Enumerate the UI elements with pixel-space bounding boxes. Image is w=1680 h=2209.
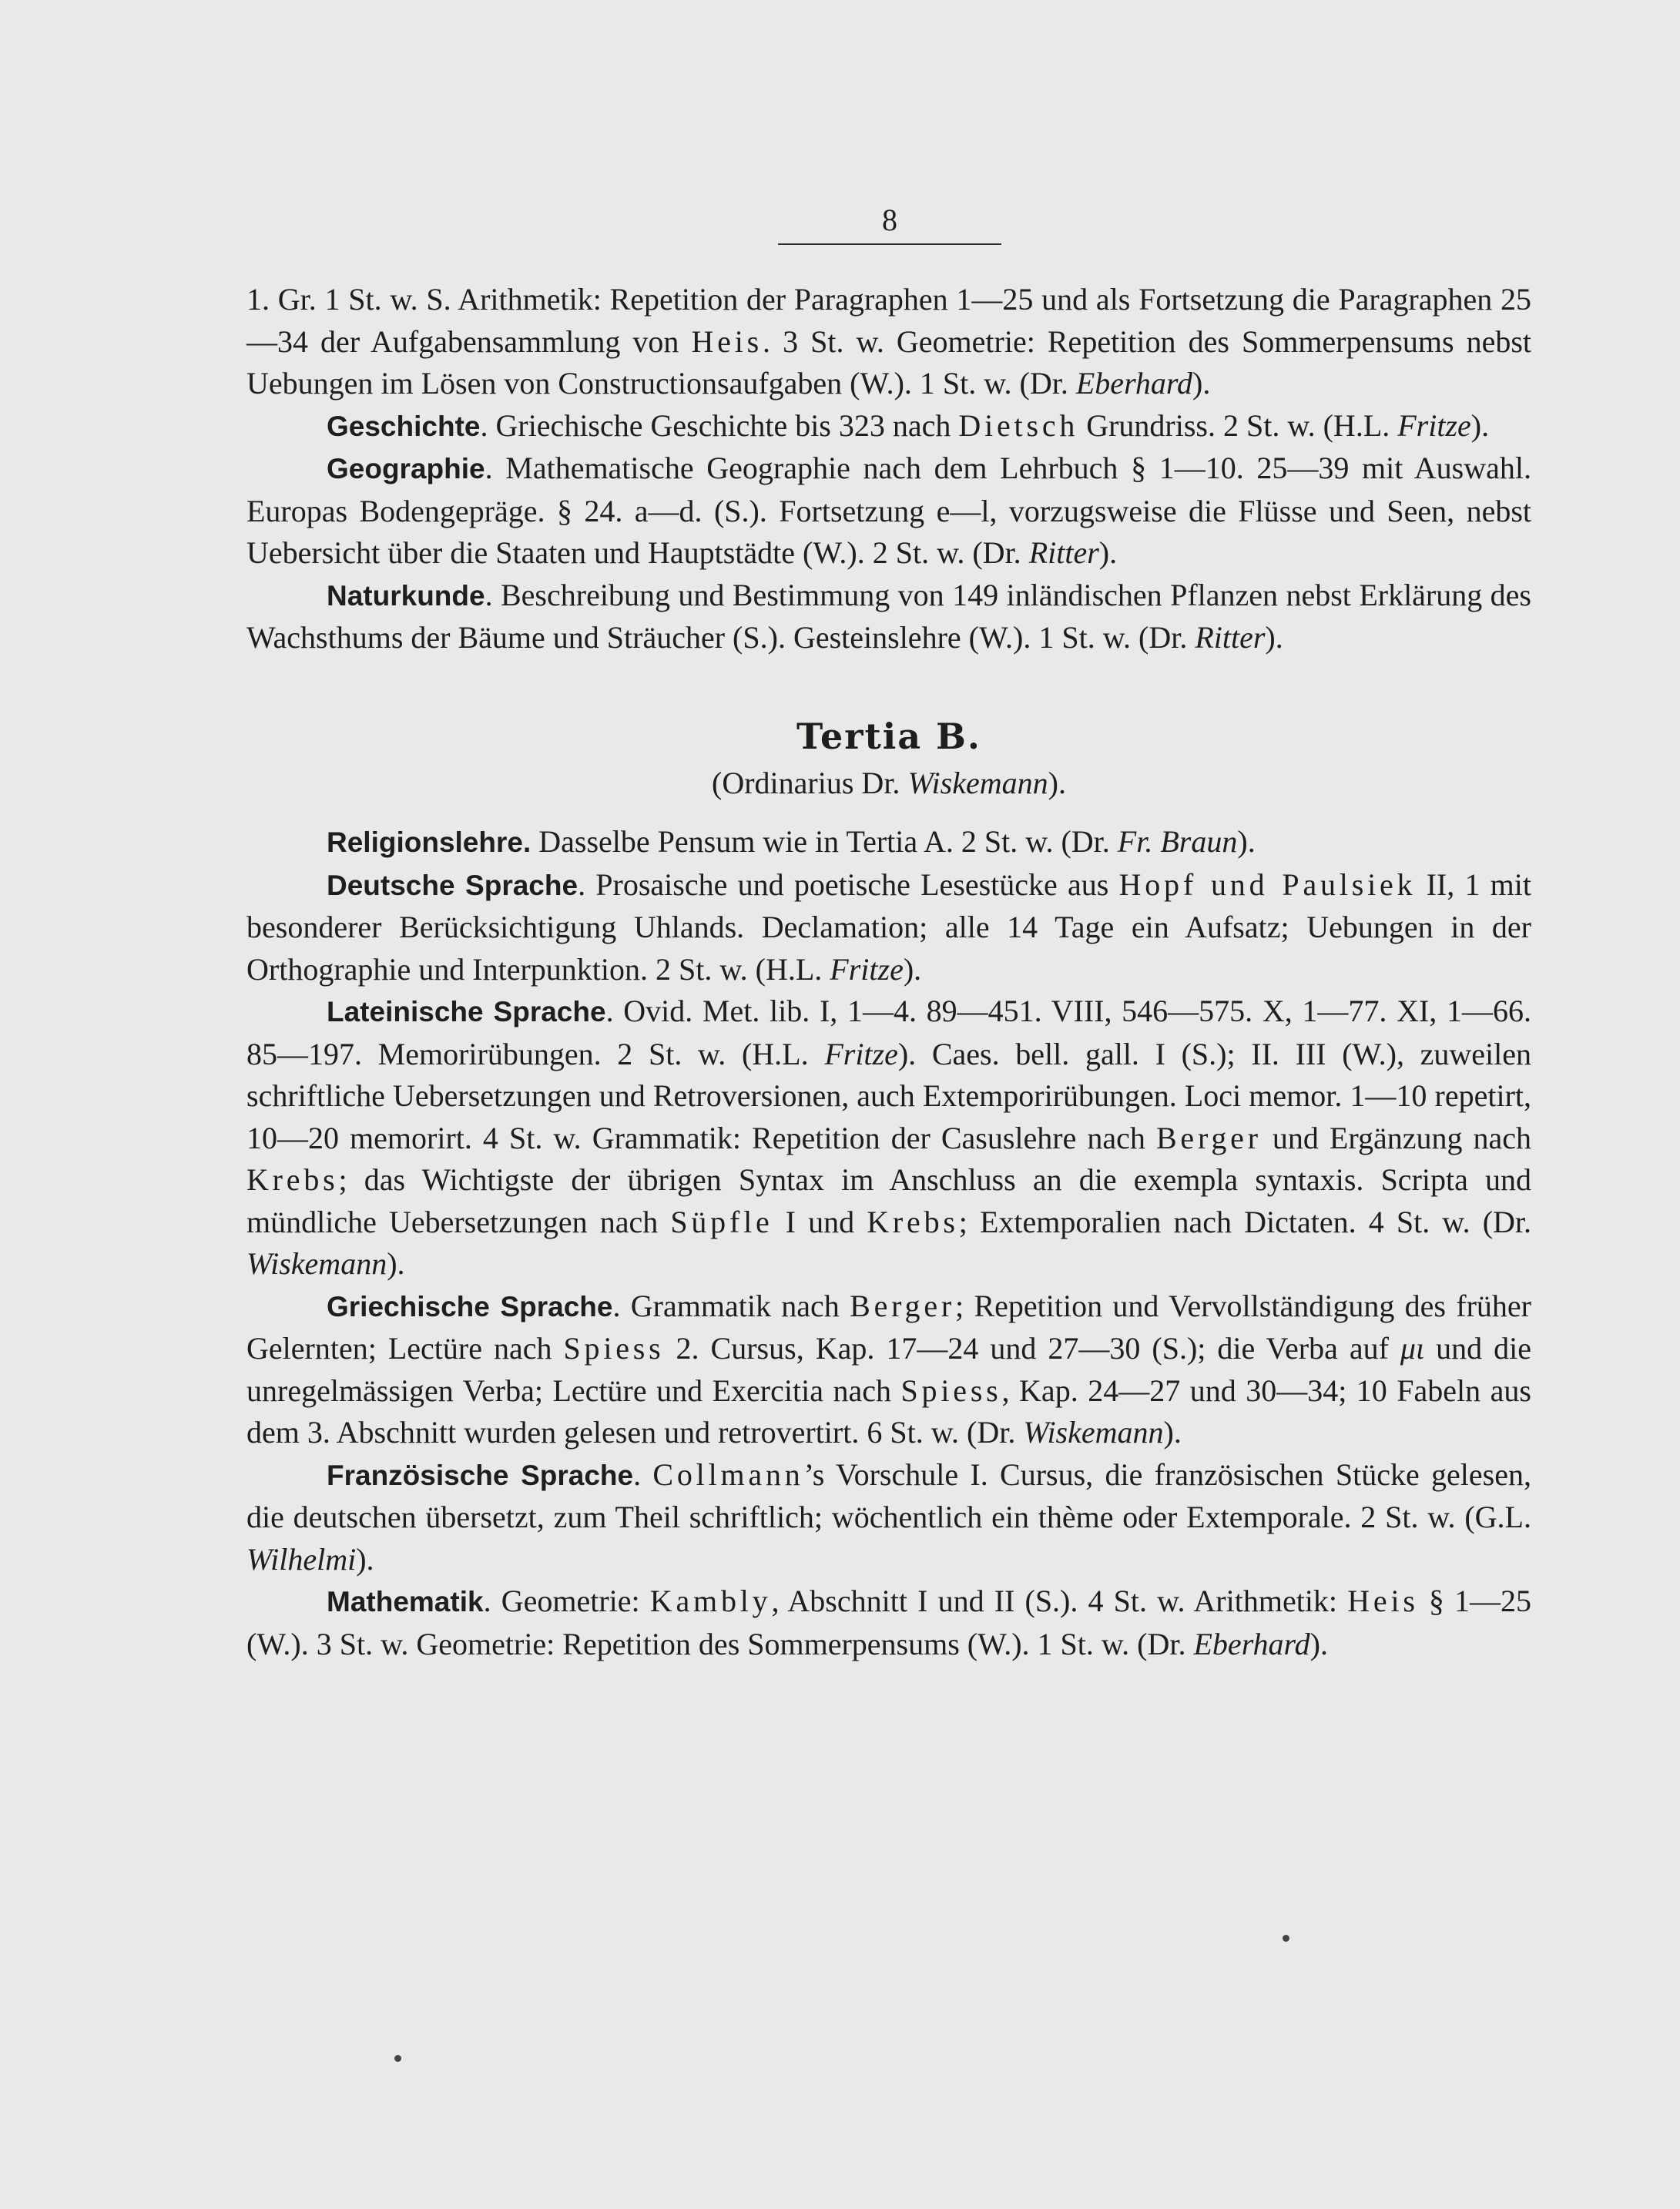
author-name: Süpfle <box>670 1204 773 1239</box>
subject-heading: Deutsche Sprache <box>327 869 578 901</box>
author-name: Dietsch <box>958 407 1079 443</box>
teacher-name: Ritter <box>1028 535 1099 570</box>
section-subtitle <box>246 763 1531 805</box>
paragraph-franzoesische-sprache <box>246 1454 1531 1581</box>
text: . <box>633 1456 642 1492</box>
text: . Mathematische Geographie nach dem Lehrbuch § 1—10. 25—39 mit Auswahl. Europas Bodengepräge. § 24. a—d. (S.). Fortsetzung e—l, vorzugsweise die Flüsse und Seen, nebst Uebersicht über die Staaten und Hauptstädte (W.). 2 St. w. (Dr. <box>246 451 1531 570</box>
text: . Prosaische und poetische Lesestücke aus <box>578 867 1109 902</box>
author-name: Hopf und Paulsiek <box>1118 867 1417 902</box>
text: ). <box>356 1541 374 1577</box>
paragraph-geographie <box>246 447 1531 575</box>
subject-heading: Geographie <box>327 453 485 484</box>
text: , Kap. 24—27 und 30—34; 10 Fabeln aus dem 3. Abschnitt wurden gelesen und retrovertirt. 6 St. w. (Dr. <box>246 1373 1531 1450</box>
text: ). <box>1470 407 1490 443</box>
teacher-name: Eberhard <box>1075 366 1192 401</box>
author-name: Krebs <box>246 1162 339 1197</box>
text: § 1—25 (W.). 3 St. w. Geometrie: Repetition des Sommerpensums (W.). 1 St. w. (Dr. <box>246 1584 1532 1661</box>
author-name: Krebs <box>867 1204 959 1239</box>
text: und Ergänzung nach <box>1272 1120 1532 1155</box>
text: und die unregelmässigen Verba; Lectüre und Exercitia nach <box>246 1331 1532 1408</box>
author-name: Collmann <box>652 1456 804 1492</box>
subject-heading: Französische Sprache <box>327 1459 634 1491</box>
section-title: Tertia B. <box>796 715 981 757</box>
print-speck <box>1283 1935 1289 1942</box>
text: ). <box>1265 620 1283 655</box>
teacher-name: Wiskemann <box>1023 1415 1164 1450</box>
text: Grundriss. 2 St. w. (H.L. <box>1086 407 1390 443</box>
teacher-name: Ritter <box>1195 620 1266 655</box>
text: 1. Gr. 1 St. w. S. Arithmetik: Repetition der Paragraphen 1—25 und als Fortsetzung die Paragraphen 25—34 der Aufgabensammlung von <box>246 282 1531 359</box>
teacher-name: Fritze <box>830 951 904 987</box>
text: ). Caes. bell. gall. I (S.); II. III (W.), zuweilen schriftliche Uebersetzungen und Retroversionen, auch Extemporirübungen. Loci memor. 1—10 repetirt, 10—20 memorirt. 4 St. w. Grammatik: Repetition der Casuslehre nach <box>246 1036 1532 1155</box>
teacher-name: Fr. Braun <box>1117 824 1238 859</box>
author-name: Berger <box>850 1288 956 1323</box>
text: ). <box>1163 1415 1182 1450</box>
paragraph-griechische-sprache <box>246 1286 1531 1454</box>
text: . Grammatik nach <box>612 1288 840 1323</box>
print-speck <box>394 2055 401 2062</box>
text: ; Extemporalien nach Dictaten. 4 St. w. (Dr. <box>958 1204 1532 1239</box>
text: ). <box>1192 366 1211 401</box>
author-name: Spiess <box>900 1373 1002 1408</box>
teacher-name: Fritze <box>1397 407 1471 443</box>
text: ). <box>1048 765 1066 800</box>
text: . Ovid. Met. lib. I, 1—4. 89—451. VIII, 546—575. X, 1—77. XI, 1—66. 85—197. Memorirübungen. 2 St. w. (H.L. <box>246 994 1531 1071</box>
paragraph-mathematik <box>246 1580 1531 1665</box>
text: ; Repetition und Vervollständigung des früher Gelernten; Lectüre nach <box>246 1288 1531 1366</box>
text: 2. Cursus, Kap. 17—24 und 27—30 (S.); die Verba auf <box>676 1331 1389 1366</box>
text: (Ordinarius Dr. <box>712 765 900 800</box>
text: II, 1 mit besonderer Berücksichtigung Uhlands. Declamation; alle 14 Tage ein Aufsatz; Uebungen in der Orthographie und Interpunktion. 2 St. w. (H.L. <box>246 867 1532 987</box>
text: . Beschreibung und Bestimmung von 149 inländischen Pflanzen nebst Erklärung des Wachsthums der Bäume und Sträucher (S.). Gesteinslehre (W.). 1 St. w. (Dr. <box>246 577 1531 655</box>
text: , Abschnitt I und II (S.). 4 St. w. Arithmetik: <box>771 1584 1338 1618</box>
teacher-name: Wiskemann <box>246 1246 387 1281</box>
paragraph-religionslehre <box>246 821 1531 864</box>
paragraph-geschichte <box>246 405 1531 448</box>
text: ). <box>903 951 922 987</box>
subject-heading: Mathematik <box>327 1586 484 1617</box>
subject-heading: Lateinische Sprache <box>327 996 606 1027</box>
text: I und <box>785 1204 855 1239</box>
text: ). <box>1309 1626 1328 1661</box>
text: . Geometrie: <box>483 1584 640 1618</box>
author-name: Heis <box>1347 1584 1419 1618</box>
author-name: Spiess <box>563 1331 665 1366</box>
subject-heading: Griechische Sprache <box>327 1290 613 1322</box>
text: Dasselbe Pensum wie in Tertia A. 2 St. w. (Dr. <box>538 824 1110 859</box>
subject-heading: Religionslehre. <box>327 826 531 858</box>
paragraph-lateinische-sprache <box>246 991 1531 1286</box>
teacher-name: Wilhelmi <box>246 1541 357 1577</box>
author-name: Heis <box>691 323 763 359</box>
page-body <box>246 279 1531 1665</box>
text: . 3 St. w. Geometrie: Repetition des Sommerpensums nebst Uebungen im Lösen von Constructionsaufgaben (W.). 1 St. w. (Dr. <box>246 323 1531 401</box>
text: ). <box>1237 824 1256 859</box>
text: . Griechische Geschichte bis 323 nach <box>480 407 951 443</box>
author-name: Kambly <box>649 1584 772 1618</box>
teacher-name: Fritze <box>824 1036 898 1071</box>
text: ; das Wichtigste der übrigen Syntax im Anschluss an die exempla syntaxis. Scripta und mündliche Uebersetzungen nach <box>246 1162 1531 1239</box>
paragraph-naturkunde <box>246 575 1531 659</box>
text: ’s Vorschule I. Cursus, die französischen Stücke gelesen, die deutschen übersetzt, zum Theil schriftlich; wöchentlich ein thème oder Extemporale. 2 St. w. (G.L. <box>246 1456 1531 1534</box>
teacher-name: Eberhard <box>1193 1626 1310 1661</box>
subject-heading: Naturkunde <box>327 579 485 612</box>
greek-text: μι <box>1400 1331 1425 1366</box>
text: ). <box>1098 535 1118 570</box>
text: ). <box>387 1246 405 1281</box>
subject-heading: Geschichte <box>327 410 481 442</box>
page-number: 8 <box>778 202 1001 245</box>
paragraph-deutsche-sprache <box>246 864 1531 991</box>
paragraph-arithmetik <box>246 279 1531 405</box>
author-name: Berger <box>1155 1120 1262 1155</box>
teacher-name: Wiskemann <box>907 765 1048 800</box>
